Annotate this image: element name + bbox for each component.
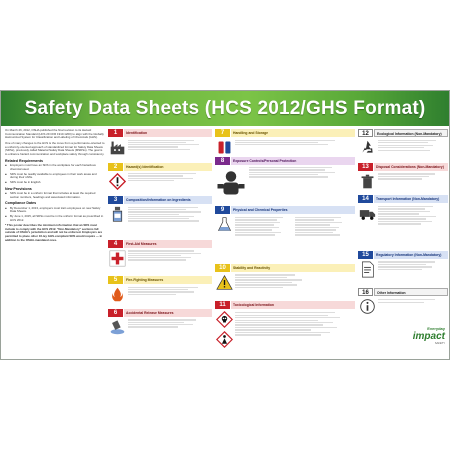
section-5 bbox=[108, 276, 212, 307]
section-title: Exposure Controls/Personal Protection bbox=[231, 157, 355, 165]
intro-paragraph-2: One of many changes to the HCS is the move from a performance-oriented to a uniformly-oriented approach of standardized format for Safety Data Sheets (SDSs), previously called Material Safety Data Sheets (MSDSs). The goal is to enhance hazard communication and workplace safety through consistency. bbox=[5, 141, 105, 156]
sections-column-1-6 bbox=[108, 129, 212, 341]
fire-extinguisher-icon bbox=[109, 286, 126, 303]
protective-gear-icon bbox=[216, 169, 246, 199]
section-15 bbox=[358, 251, 448, 287]
section-number: 1 bbox=[108, 129, 123, 137]
warning-icon bbox=[216, 274, 233, 291]
brand-logo bbox=[393, 326, 445, 346]
related-item: ■ SDS must be readily available to employees in their work areas and during their shifts. bbox=[5, 173, 105, 180]
section-number: 15 bbox=[358, 251, 373, 259]
section-title: Other Information bbox=[374, 288, 448, 296]
info-icon bbox=[359, 298, 376, 315]
safety-data-sheets-poster bbox=[0, 90, 450, 360]
section-number: 2 bbox=[108, 163, 123, 171]
section-3 bbox=[108, 196, 212, 238]
section-title: Transport Information (Non-Mandatory) bbox=[374, 195, 448, 203]
section-title: Regulatory Information (Non-Mandatory) bbox=[374, 251, 448, 259]
section-12 bbox=[358, 129, 448, 161]
section-number: 3 bbox=[108, 196, 123, 204]
section-7 bbox=[215, 129, 355, 155]
related-item: ■ SDS must be in English. bbox=[5, 181, 105, 185]
spill-icon bbox=[109, 319, 126, 336]
section-2 bbox=[108, 163, 212, 195]
section-6 bbox=[108, 309, 212, 339]
section-number: 11 bbox=[215, 301, 230, 309]
compliance-date-item: ■ By December 1, 2013, employers must train employees on new Safety Data Sheets. bbox=[5, 207, 105, 214]
section-16 bbox=[358, 288, 448, 316]
new-provision-item: ■ SDS must be in a uniform format that includes at least the required section numbers, headings and associated information. bbox=[5, 192, 105, 199]
section-number: 14 bbox=[358, 195, 373, 203]
logo-line-3: SAFETY bbox=[434, 342, 445, 345]
section-title: Physical and Chemical Properties bbox=[231, 206, 355, 214]
section-number: 8 bbox=[215, 157, 230, 165]
logo-line-1: Everyday bbox=[427, 326, 445, 331]
logo-line-2: impact bbox=[412, 331, 445, 342]
section-title: Composition/Information on Ingredients bbox=[124, 196, 212, 204]
skull-icon bbox=[216, 311, 233, 328]
section-number: 4 bbox=[108, 240, 123, 248]
storage-drum-icon bbox=[216, 139, 233, 155]
poster-title: Safety Data Sheets (HCS 2012/GHS Format) bbox=[1, 91, 449, 126]
sections-column-7-11 bbox=[215, 129, 355, 360]
section-14 bbox=[358, 195, 448, 249]
section-title: Accidental Release Measures bbox=[124, 309, 212, 317]
health-hazard-icon bbox=[216, 331, 233, 348]
section-1 bbox=[108, 129, 212, 161]
section-number: 10 bbox=[215, 264, 230, 272]
section-number: 12 bbox=[358, 129, 373, 137]
section-title: Ecological Information (Non-Mandatory) bbox=[374, 129, 448, 137]
section-number: 7 bbox=[215, 129, 230, 137]
sections-column-12-16 bbox=[358, 129, 448, 318]
section-number: 5 bbox=[108, 276, 123, 284]
section-title: Toxicological Information bbox=[231, 301, 355, 309]
section-9 bbox=[215, 206, 355, 262]
section-4 bbox=[108, 240, 212, 275]
left-info-column bbox=[5, 129, 105, 357]
chemical-bottle-icon bbox=[109, 206, 126, 223]
related-item: ■ Employers must have an SDS in the workplace for each hazardous chemical used. bbox=[5, 164, 105, 171]
trash-icon bbox=[359, 173, 376, 190]
section-title: Fire-Fighting Measures bbox=[124, 276, 212, 284]
document-icon bbox=[359, 261, 376, 278]
factory-icon bbox=[109, 139, 126, 156]
section-number: 16 bbox=[358, 288, 373, 296]
flask-icon bbox=[216, 216, 233, 233]
section-title: Handling and Storage bbox=[231, 129, 355, 137]
recycle-icon bbox=[359, 139, 376, 156]
compliance-date-item: ■ By June 1, 2015, all SDSs must be in the uniform format as prescribed in HCS 2012. bbox=[5, 215, 105, 222]
first-aid-cross-icon bbox=[109, 250, 126, 267]
compliance-dates-heading: Compliance Dates bbox=[5, 201, 37, 206]
exclamation-icon bbox=[109, 173, 126, 190]
section-number: 9 bbox=[215, 206, 230, 214]
section-title: First-Aid Measures bbox=[124, 240, 212, 248]
related-requirements-heading: Related Requirements bbox=[5, 158, 43, 163]
section-13 bbox=[358, 163, 448, 194]
section-title: Hazard(s) Identification bbox=[124, 163, 212, 171]
new-provisions-heading: New Provisions bbox=[5, 186, 32, 191]
section-number: 6 bbox=[108, 309, 123, 317]
section-title: Disposal Considerations (Non-Mandatory) bbox=[374, 163, 448, 171]
poster-footnote: * This poster describes the minimum information that an SDS must include to comply with the HCS 2012. "Non-Mandatory" sections fall outside of OSHA's jurisdiction and will not be enforced. Employers are permitted to place other 16-ley GHS-compliant SDS would require — in addition to the OSHA-mandated ones. bbox=[5, 223, 103, 242]
section-11 bbox=[215, 301, 355, 360]
section-title: Identification bbox=[124, 129, 212, 137]
truck-icon bbox=[359, 205, 376, 222]
section-number: 13 bbox=[358, 163, 373, 171]
intro-paragraph: On March 26, 2012, OSHA published the final revision to its Hazard Communication Standard (HCS 29 CFR 1910.1200) to align with the Globally Harmonized System for Classification and Labeling of Chemicals (GHS). bbox=[5, 128, 104, 140]
section-title: Stability and Reactivity bbox=[231, 264, 355, 272]
section-8 bbox=[215, 157, 355, 205]
section-10 bbox=[215, 264, 355, 300]
